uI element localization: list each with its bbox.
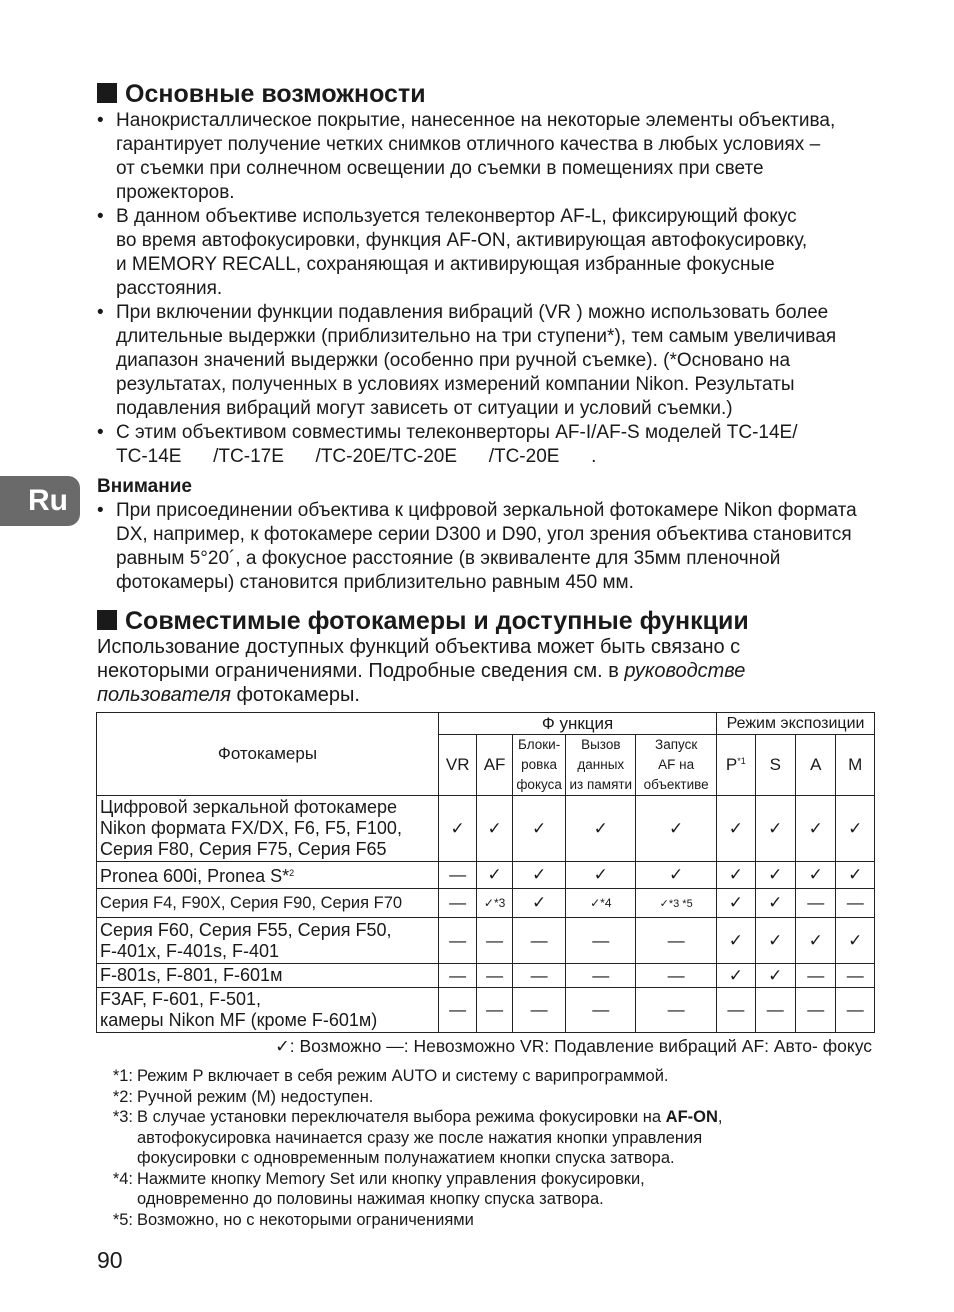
mark-cell: ✓ (477, 862, 512, 889)
af-on-header: Запуск AF на объективе (636, 735, 717, 796)
mark-cell: ✓ (755, 918, 795, 964)
mark-cell: — (438, 988, 476, 1033)
mark-cell: — (512, 918, 566, 964)
square-bullet-icon (97, 83, 117, 103)
mark-cell: — (477, 918, 512, 964)
mode-p-header: $P^{*1}$ (717, 735, 755, 796)
feature-item: • С этим объективом совместимы телеконверторы AF-I/AF-S моделей TC-14E/ TC-14E /TC-17E /TC-20E/TC-20E /TC-20E . (97, 421, 887, 469)
mark-cell: — (477, 964, 512, 988)
mark-cell: — (796, 964, 836, 988)
mark-cell: ✓ (717, 862, 755, 889)
mark-cell: ✓ (636, 796, 717, 862)
mark-cell: — (566, 964, 636, 988)
mark-cell: ✓ (836, 918, 875, 964)
footnotes (97, 1066, 877, 1230)
mark-cell: ✓*3 *5 (636, 889, 717, 918)
mark-cell: ✓ (717, 796, 755, 862)
mark-cell: ✓ (796, 862, 836, 889)
note-item: • При присоединении объектива к цифровой зеркальной фотокамере Nikon формата DX, например, к фотокамере серии D300 и D90, угол зрения объектива становится равным 5°20´, а фокусное расстояние (в эквиваленте для 35мм пленочной фотокамеры) становится приблизительно равным 450 мм. (97, 499, 887, 595)
mark-cell: — (438, 862, 476, 889)
mode-a-header: A (796, 735, 836, 796)
page-number: 90 (97, 1247, 123, 1273)
mark-cell: ✓ (717, 889, 755, 918)
mark-cell: ✓ (755, 796, 795, 862)
camera-cell: Pronea 600i, Pronea S*$^2$ (97, 862, 439, 889)
mark-cell: — (796, 889, 836, 918)
table-row (97, 862, 875, 889)
mark-cell: — (438, 889, 476, 918)
table-row (97, 796, 875, 862)
mark-cell: ✓*3 (477, 889, 512, 918)
vr-header: VR (438, 735, 476, 796)
cameras-header: Фотокамеры (97, 713, 439, 796)
mark-cell: ✓ (836, 796, 875, 862)
square-bullet-icon (97, 610, 117, 630)
mark-cell: ✓ (438, 796, 476, 862)
mark-cell: — (636, 988, 717, 1033)
mark-cell: — (566, 918, 636, 964)
features-list (97, 109, 887, 469)
table-row (97, 918, 875, 964)
table-row (97, 988, 875, 1033)
mark-cell: — (512, 964, 566, 988)
footnote: *5: Возможно, но с некоторыми ограничениями (112, 1210, 474, 1229)
table-row (97, 964, 875, 988)
mark-cell: ✓ (836, 862, 875, 889)
memory-recall-header: Вызов данных из памяти (566, 735, 636, 796)
mode-s-header: S (755, 735, 795, 796)
mode-m-header: M (836, 735, 875, 796)
compat-intro: Использование доступных функций объектива может быть связано с некоторыми ограничениями. Подробные сведения см. в руководстве пользователя фотокамеры. (97, 636, 746, 706)
section-compat-title (97, 607, 749, 636)
mark-cell: ✓*4 (566, 889, 636, 918)
function-group-header: Ф ункция (438, 713, 716, 735)
camera-cell: Серия F60, Серия F55, Серия F50, F-401x, F-401s, F-401 (97, 918, 439, 964)
mark-cell: — (438, 918, 476, 964)
mark-cell: — (836, 988, 875, 1033)
mark-cell: ✓ (512, 862, 566, 889)
section-features-title (97, 80, 426, 109)
table-legend: ✓: Возможно —: Невозможно VR: Подавление вибраций AF: Авто- фокус (275, 1036, 872, 1056)
mark-cell: — (836, 964, 875, 988)
footnote: *3: В случае установки переключателя выбора режима фокусировки на AF-ON, автофокусировка начинается сразу же после нажатия кнопки управления фокусировки с одновременным полунажатием кнопки спуска затвора. (112, 1108, 723, 1167)
mark-cell: ✓ (755, 889, 795, 918)
mark-cell: ✓ (636, 862, 717, 889)
note-heading: Внимание (97, 476, 192, 497)
mark-cell: ✓ (717, 918, 755, 964)
footnote: *1: Режим P включает в себя режим AUTO и систему с варипрограммой. (112, 1067, 669, 1085)
section-compat-title-text: Совместимые фотокамеры и доступные функции (125, 607, 749, 635)
camera-cell: F-801s, F-801, F-601м (97, 964, 439, 988)
mark-cell: — (836, 889, 875, 918)
camera-cell: Серия F4, F90X, Серия F90, Серия F70 (97, 889, 439, 918)
af-header: AF (477, 735, 512, 796)
mark-cell: — (636, 918, 717, 964)
section-features-title-text: Основные возможности (125, 80, 426, 108)
language-tab: Ru (0, 476, 80, 526)
mark-cell: ✓ (566, 862, 636, 889)
camera-cell: Цифровой зеркальной фотокамере Nikon формата FX/DX, F6, F5, F100, Серия F80, Серия F75, Серия F65 (97, 796, 439, 862)
mark-cell: ✓ (796, 918, 836, 964)
mark-cell: — (796, 988, 836, 1033)
mark-cell: — (512, 988, 566, 1033)
footnote: *2: Ручной режим (M) недоступен. (112, 1087, 374, 1106)
mark-cell: ✓ (755, 964, 795, 988)
mark-cell: ✓ (796, 796, 836, 862)
table-row (97, 889, 875, 918)
mark-cell: — (717, 988, 755, 1033)
mark-cell: ✓ (717, 964, 755, 988)
mark-cell: — (477, 988, 512, 1033)
mark-cell: ✓ (566, 796, 636, 862)
mark-cell: — (636, 964, 717, 988)
mark-cell: — (438, 964, 476, 988)
mark-cell: ✓ (512, 796, 566, 862)
camera-cell: F3AF, F-601, F-501, камеры Nikon MF (кроме F-601м) (97, 988, 439, 1033)
feature-item: • При включении функции подавления вибраций (VR ) можно использовать более длительные выдержки (приблизительно на три ступени*), тем самым увеличивая диапазон значений выдержки (особенно при ручной съемке). (*Основано на результатах, полученных в условиях измерений компании Nikon. Результаты подавления вибраций могут зависеть от ситуации и условий съемки.) (97, 301, 887, 421)
compatibility-table (96, 712, 875, 1033)
mark-cell: ✓ (477, 796, 512, 862)
focus-lock-header: Блоки- ровка фокуса (512, 735, 566, 796)
footnote: *4: Нажмите кнопку Memory Set или кнопку управления фокусировки, одновременно до половины нажимая кнопку спуска затвора. (112, 1169, 645, 1208)
feature-item: • Нанокристаллическое покрытие, нанесенное на некоторые элементы объектива, гарантирует получение четких снимков отличного качества в любых условиях – от съемки при солнечном освещении до съемки в помещениях при свете прожекторов. (97, 109, 887, 205)
mark-cell: — (566, 988, 636, 1033)
feature-item: • В данном объективе используется телеконвертор AF-L, фиксирующий фокус во время автофокусировки, функция AF-ON, активирующая автофокусировку, и MEMORY RECALL, сохраняющая и активирующая избранные фокусные расстояния. (97, 205, 887, 301)
mark-cell: ✓ (755, 862, 795, 889)
mark-cell: — (755, 988, 795, 1033)
note-list (97, 499, 887, 595)
exposure-group-header: Режим экспозиции (717, 713, 875, 735)
mark-cell: ✓ (512, 889, 566, 918)
